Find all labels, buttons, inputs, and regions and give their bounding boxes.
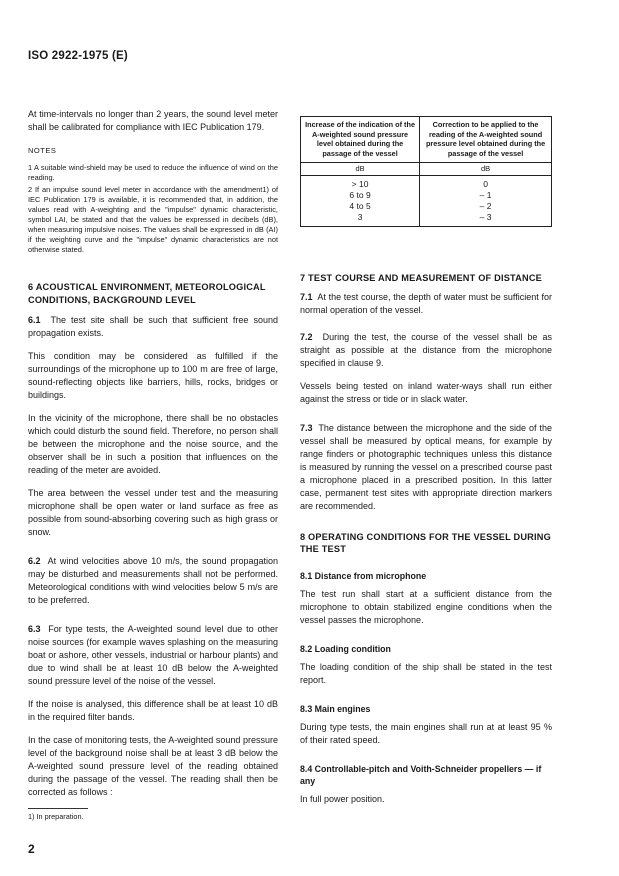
clause-7-2-para-2: Vessels being tested on inland water-ways shall run either against the stress or tide or in slack water. — [300, 380, 552, 404]
table-cell-increase: 3 — [301, 212, 420, 226]
notes-title: NOTES — [28, 146, 57, 155]
note-2: 2 If an impulse sound level meter in accordance with the amendment1) of IEC Publication 179 is available, it is recommended that, in addition, the values read with A-weighting and the "impulse" dynamic characteristic, symbol LAI, be stated and that the values be expressed in decibels (dB), when measuring impulsive noises. The values shall be expressed in dB (AI) if the weighting curve and the "impulse" dynamic characteristics are not otherwise stated. — [28, 185, 278, 254]
document-header: ISO 2922-1975 (E) — [28, 50, 128, 62]
calibration-paragraph: At time-intervals no longer than 2 years, the sound level meter shall be calibrated for compliance with IEC Publication 179. — [28, 109, 278, 132]
left-column — [28, 108, 278, 809]
table-row — [301, 212, 551, 226]
clause-number: 7.2 — [300, 331, 313, 342]
clause-8-1-text: The test run shall start at a sufficient distance from the microphone to obtain stabilized engine conditions when the vessel passes the microphone. — [300, 588, 552, 625]
table-row — [301, 190, 551, 201]
clause-7-2 — [300, 331, 552, 370]
section-7-heading: 7 TEST COURSE AND MEASUREMENT OF DISTANCE — [300, 273, 542, 283]
clause-6-1-para-3: In the vicinity of the microphone, there shall be no obstacles which could disturb the sound field. Therefore, no person shall be between the microphone and the noise source, and the observer shall be in such a position that influences on the reading of the meter are avoided. — [28, 413, 278, 475]
table-row — [301, 176, 551, 191]
clause-8-3-heading: 8.3 Main engines — [300, 703, 371, 714]
correction-table — [300, 116, 552, 227]
clause-text: For type tests, the A-weighted sound level due to other noise sources (for example waves splashing on the measuring boat or ashore, other vessels, industrial or harbour plants) and due to wind shall be at least 10 dB below the A-weighted sound pressure level of the noise of the vessel. — [28, 624, 278, 686]
table-cell-correction: – 1 — [479, 190, 492, 201]
clause-8-1-heading: 8.1 Distance from microphone — [300, 570, 427, 581]
clause-6-1 — [28, 314, 278, 340]
right-column — [300, 272, 552, 816]
clause-text: The distance between the microphone and the side of the vessel shall be measured by optical means, for example by range finders or photographic techniques unless this distance is measured by running the vessel on a prescribed course past a microphone placed in a prescribed position. In this latter case, permanent test sites with appropriate direction markers are recommended. — [300, 422, 552, 511]
clause-number: 6.2 — [28, 556, 41, 566]
section-8-heading: 8 OPERATING CONDITIONS FOR THE VESSEL DURING THE TEST — [300, 531, 551, 554]
table-cell-correction: 0 — [483, 179, 488, 190]
page-number: 2 — [28, 842, 35, 856]
clause-8-2-text: The loading condition of the ship shall be stated in the test report. — [300, 661, 552, 685]
clause-text: At the test course, the depth of water must be sufficient for normal operation of the vessel. — [300, 291, 552, 315]
clause-number: 6.3 — [28, 624, 41, 634]
footnote: 1) In preparation. — [28, 812, 84, 821]
clause-8-4-heading: 8.4 Controllable-pitch and Voith-Schneider propellers — if any — [300, 763, 542, 786]
clause-6-3-para-3: In the case of monitoring tests, the A-weighted sound pressure level of the background noise shall be at least 3 dB below the A-weighted sound pressure level of the reading obtained during the passage of the vessel. The reading shall then be corrected as follows : — [28, 735, 278, 797]
clause-number: 7.3 — [300, 422, 313, 433]
clause-number: 6.1 — [28, 315, 41, 325]
clause-6-3 — [28, 623, 278, 688]
clause-text: At wind velocities above 10 m/s, the sound propagation may be disturbed and measurements shall not be performed. Meteorological conditions with wind velocities below 5 m/s are to be preferred. — [28, 556, 278, 605]
clause-text: The test site shall be such that sufficient free sound propagation exists. — [28, 315, 278, 338]
clause-8-4-text: In full power position. — [300, 793, 385, 804]
clause-6-1-para-2: This condition may be considered as fulfilled if the surroundings of the microphone up to 100 m are free of large, sound-reflecting objects like barriers, hills, rocks, bridges or buildings. — [28, 351, 278, 400]
table-cell-increase: 4 to 5 — [301, 201, 420, 212]
note-1: 1 A suitable wind-shield may be used to reduce the influence of wind on the reading. — [28, 163, 278, 182]
table-unit-increase: dB — [301, 163, 420, 176]
clause-text: During the test, the course of the vessel shall be as straight as possible at the distance from the microphone specified in clause 9. — [300, 331, 552, 368]
clause-8-3-text: During type tests, the main engines shall run at at least 95 % of their rated speed. — [300, 721, 552, 745]
clause-7-1 — [300, 291, 552, 317]
section-6-heading: 6 ACOUSTICAL ENVIRONMENT, METEOROLOGICAL CONDITIONS, BACKGROUND LEVEL — [28, 282, 266, 305]
clause-7-3 — [300, 422, 552, 513]
clause-number: 7.1 — [300, 291, 313, 302]
table-row — [301, 201, 551, 212]
table-header-correction: Correction to be applied to the reading of the A-weighted sound pressure level obtained during the passage of the vessel — [420, 117, 551, 163]
clause-6-3-para-2: If the noise is analysed, this difference shall be at least 10 dB in the required filter bands. — [28, 699, 278, 722]
clause-8-2-heading: 8.2 Loading condition — [300, 643, 391, 654]
table-cell-increase: > 10 — [301, 176, 420, 191]
table-unit-correction: dB — [420, 163, 551, 176]
clause-6-1-para-4: The area between the vessel under test and the measuring microphone shall be open water or land surface as free as possible from sound-absorbing covering such as high grass or snow. — [28, 488, 278, 537]
table-header-increase: Increase of the indication of the A-weighted sound pressure level obtained during the passage of the vessel — [301, 117, 420, 163]
footnote-divider — [28, 808, 88, 809]
table-cell-correction: – 2 — [479, 201, 492, 212]
table-cell-correction: – 3 — [479, 212, 492, 223]
clause-6-2 — [28, 555, 278, 607]
table-cell-increase: 6 to 9 — [301, 190, 420, 201]
